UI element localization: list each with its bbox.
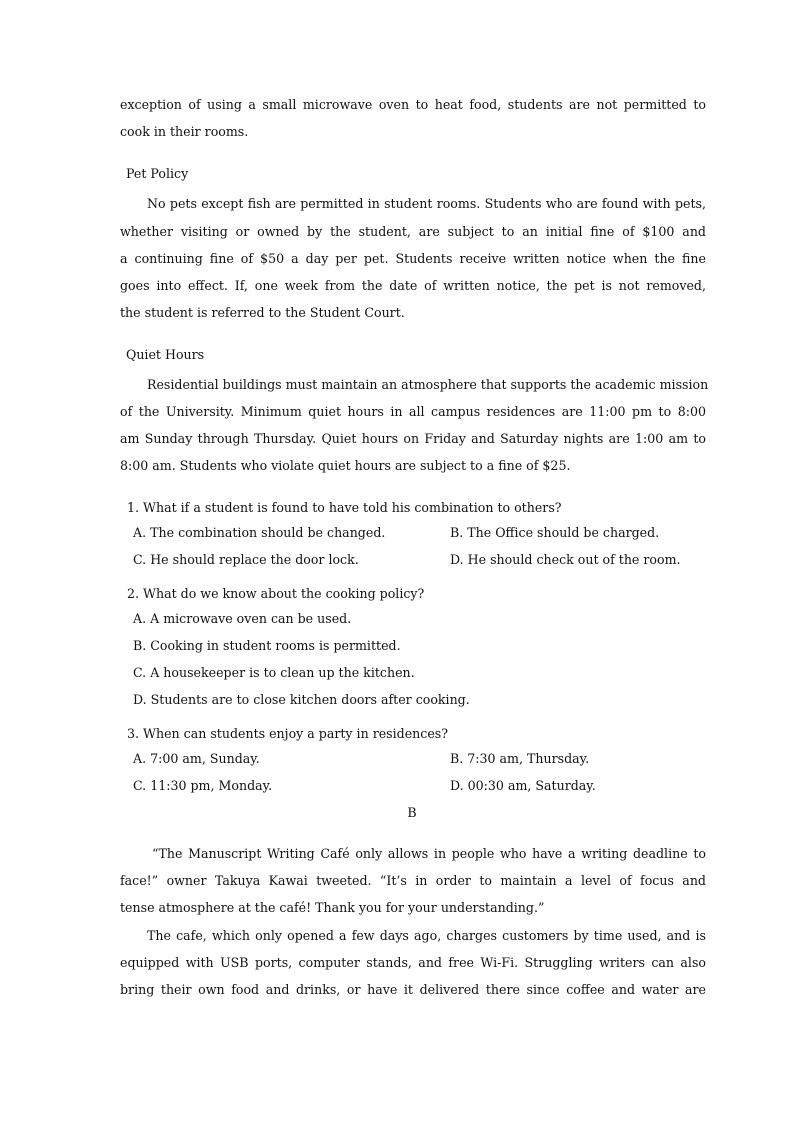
section-label-b: B bbox=[407, 805, 417, 820]
option-b: B. The Office should be charged. bbox=[450, 525, 660, 540]
option-c: C. 11:30 pm, Monday. bbox=[133, 778, 273, 793]
paragraph-line: of the University. Minimum quiet hours in all campus residences are 11:00 pm to 8:00 bbox=[120, 404, 706, 419]
option-d: D. 00:30 am, Saturday. bbox=[450, 778, 596, 793]
paragraph-line: goes into effect. If, one week from the date of written notice, the pet is not removed, bbox=[120, 278, 706, 293]
paragraph-line: equipped with USB ports, computer stands, and free Wi-Fi. Struggling writers can also bbox=[120, 955, 706, 970]
option-c: C. He should replace the door lock. bbox=[133, 552, 359, 567]
paragraph-line: “The Manuscript Writing Café only allows in people who have a writing deadline to bbox=[152, 846, 706, 861]
paragraph-line: a continuing fine of $50 a day per pet. Students receive written notice when the fine bbox=[120, 251, 706, 266]
paragraph-line: bring their own food and drinks, or have it delivered there since coffee and water are bbox=[120, 982, 706, 997]
option-b: B. Cooking in student rooms is permitted. bbox=[133, 638, 401, 653]
question-stem: 2. What do we know about the cooking policy? bbox=[127, 586, 425, 601]
paragraph-line: 8:00 am. Students who violate quiet hours are subject to a fine of $25. bbox=[120, 458, 571, 473]
option-a: A. A microwave oven can be used. bbox=[133, 611, 352, 626]
paragraph-line: am Sunday through Thursday. Quiet hours on Friday and Saturday nights are 1:00 am to bbox=[120, 431, 706, 446]
option-b: B. 7:30 am, Thursday. bbox=[450, 751, 590, 766]
option-d: D. He should check out of the room. bbox=[450, 552, 681, 567]
section-heading-quiet-hours: Quiet Hours bbox=[126, 347, 205, 362]
paragraph-line: Residential buildings must maintain an atmosphere that supports the academic mission bbox=[147, 377, 709, 392]
option-a: A. 7:00 am, Sunday. bbox=[133, 751, 260, 766]
question-stem: 1. What if a student is found to have told his combination to others? bbox=[127, 500, 562, 515]
option-d: D. Students are to close kitchen doors after cooking. bbox=[133, 692, 470, 707]
paragraph-line: The cafe, which only opened a few days ago, charges customers by time used, and is bbox=[147, 928, 706, 943]
paragraph-line: cook in their rooms. bbox=[120, 124, 249, 139]
paragraph-line: exception of using a small microwave oven to heat food, students are not permitted to bbox=[120, 97, 706, 112]
paragraph-line: the student is referred to the Student Court. bbox=[120, 305, 405, 320]
paragraph-line: whether visiting or owned by the student, are subject to an initial fine of $100 and bbox=[120, 224, 706, 239]
option-a: A. The combination should be changed. bbox=[133, 525, 386, 540]
paragraph-line: face!” owner Takuya Kawai tweeted. “It’s in order to maintain a level of focus and bbox=[120, 873, 706, 888]
option-c: C. A housekeeper is to clean up the kitchen. bbox=[133, 665, 415, 680]
section-heading-pet-policy: Pet Policy bbox=[126, 166, 189, 181]
paragraph-line: tense atmosphere at the café! Thank you for your understanding.” bbox=[120, 900, 545, 915]
paragraph-line: No pets except fish are permitted in student rooms. Students who are found with pets, bbox=[147, 196, 706, 211]
question-stem: 3. When can students enjoy a party in residences? bbox=[127, 726, 449, 741]
